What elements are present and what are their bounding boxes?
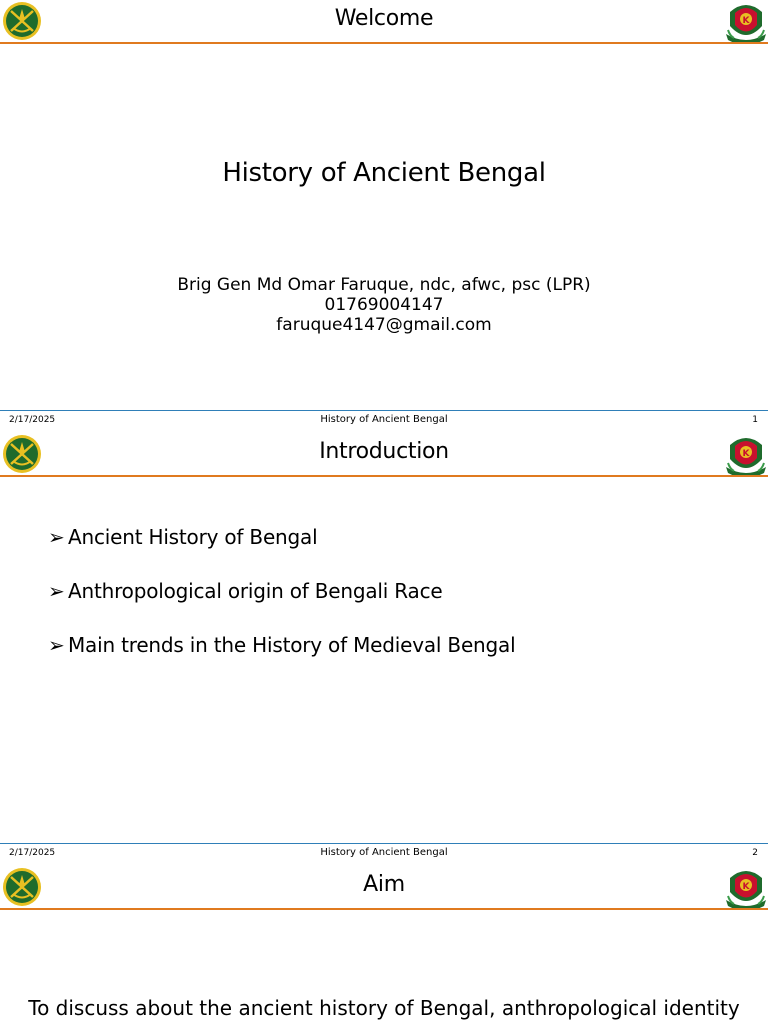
bullet-list [48,525,515,687]
header-divider [0,908,768,910]
footer-date: 2/17/2025 [9,848,56,858]
footer-title: History of Ancient Bengal [320,847,448,858]
author-email: faruque4147@gmail.com [276,315,492,335]
slide-title: Introduction [319,439,449,464]
slide-header [0,433,768,476]
author-name: Brig Gen Md Omar Faruque, ndc, afwc, psc (LPR) [177,275,591,295]
header-divider [0,475,768,477]
footer-date: 2/17/2025 [9,415,56,425]
author-block [0,275,768,335]
bullet-arrow-icon: ➢ [48,579,65,603]
slide-number: 2 [752,848,758,858]
bullet-arrow-icon: ➢ [48,633,65,657]
slide-title: Welcome [334,6,434,31]
list-item [48,579,515,633]
bullet-text: Anthropological origin of Bengali Race [68,579,443,603]
aim-statement: To discuss about the ancient history of Bengal, anthropological identity [28,996,740,1020]
bullet-text: Ancient History of Bengal [68,525,318,549]
college-crest-icon [724,0,768,44]
bullet-text: Main trends in the History of Medieval Bengal [68,633,516,657]
footer-divider [0,410,768,411]
footer-title: History of Ancient Bengal [320,414,448,425]
footer-divider [0,843,768,844]
author-phone: 01769004147 [324,295,444,315]
slide-1 [0,0,768,433]
slide-2 [0,433,768,866]
slide-header [0,866,768,909]
header-divider [0,42,768,44]
slide-footer [0,410,768,433]
list-item [48,633,515,687]
list-item [48,525,515,579]
slide-header [0,0,768,43]
slide-title: Aim [363,872,405,897]
college-crest-icon [724,433,768,477]
slide-footer [0,843,768,866]
presentation-title: History of Ancient Bengal [222,158,546,188]
bullet-arrow-icon: ➢ [48,525,65,549]
college-crest-icon [724,866,768,910]
slide-3 [0,866,768,1024]
slide-number: 1 [752,415,758,425]
